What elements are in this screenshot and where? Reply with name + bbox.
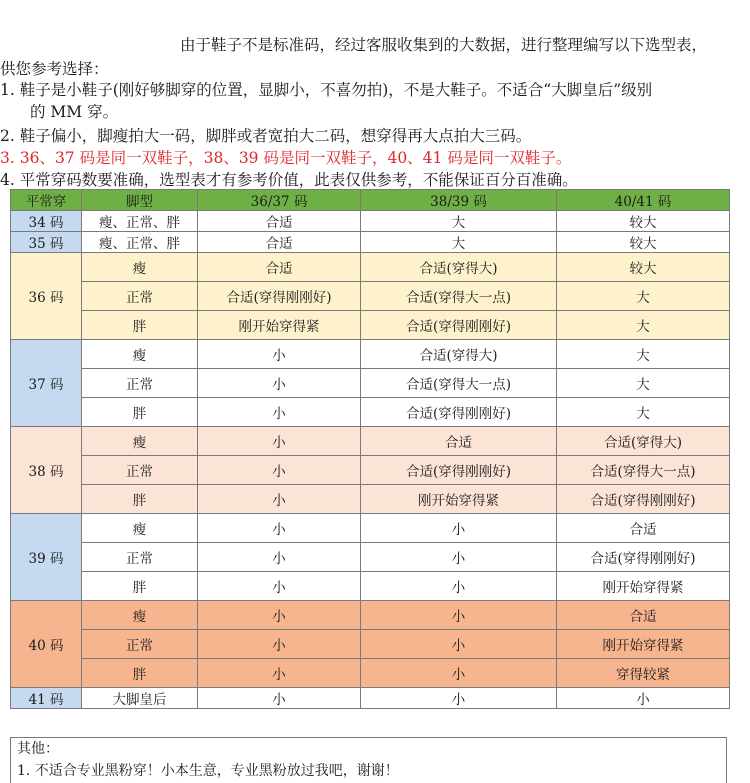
table-row: [11, 659, 730, 688]
foot-type-cell: 大脚皇后: [82, 688, 198, 709]
table-row: [11, 211, 730, 232]
fit-cell: 合适(穿得刚刚好): [557, 485, 730, 514]
fit-cell: 较大: [557, 253, 730, 282]
table-row: [11, 398, 730, 427]
usual-size-cell: 36 码: [11, 253, 82, 340]
fit-cell: 合适: [198, 253, 361, 282]
fit-cell: 刚开始穿得紧: [361, 485, 557, 514]
intro-item-3: 3. 36、37 码是同一双鞋子，38、39 码是同一双鞋子，40、41 码是同一双鞋子。: [0, 149, 572, 167]
fit-cell: 小: [198, 427, 361, 456]
foot-type-cell: 瘦: [82, 514, 198, 543]
table-header-row: [11, 190, 730, 211]
notes-section: [10, 737, 727, 783]
fit-cell: 小: [557, 688, 730, 709]
table-body: [11, 211, 730, 709]
intro-line-1: 由于鞋子不是标准码，经过客服收集到的大数据，进行整理编写以下选型表，: [180, 36, 708, 54]
fit-cell: 大: [557, 282, 730, 311]
fit-cell: 小: [198, 398, 361, 427]
fit-cell: 小: [198, 688, 361, 709]
notes-item-1: 1. 不适合专业黑粉穿！小本生意，专业黑粉放过我吧，谢谢！: [17, 763, 399, 779]
foot-type-cell: 瘦: [82, 601, 198, 630]
fit-cell: 大: [557, 369, 730, 398]
header-size-40-41: 40/41 码: [557, 190, 730, 211]
fit-cell: 合适(穿得大一点): [361, 369, 557, 398]
fit-cell: 大: [557, 311, 730, 340]
fit-cell: 小: [198, 630, 361, 659]
foot-type-cell: 胖: [82, 311, 198, 340]
fit-cell: 小: [361, 543, 557, 572]
fit-cell: 合适: [557, 514, 730, 543]
fit-cell: 合适: [557, 601, 730, 630]
foot-type-cell: 瘦: [82, 427, 198, 456]
usual-size-cell: 39 码: [11, 514, 82, 601]
fit-cell: 小: [198, 514, 361, 543]
fit-cell: 合适(穿得大): [361, 340, 557, 369]
foot-type-cell: 正常: [82, 282, 198, 311]
fit-cell: 合适(穿得大一点): [557, 456, 730, 485]
fit-cell: 合适: [361, 427, 557, 456]
header-size-38-39: 38/39 码: [361, 190, 557, 211]
fit-cell: 刚开始穿得紧: [557, 572, 730, 601]
header-usual-size: 平常穿: [11, 190, 82, 211]
intro-item-1: 1. 鞋子是小鞋子(刚好够脚穿的位置，显脚小，不喜勿拍)，不是大鞋子。不适合“大脚皇后”级别: [0, 81, 653, 99]
table-row: [11, 572, 730, 601]
table-row: [11, 456, 730, 485]
fit-cell: 刚开始穿得紧: [557, 630, 730, 659]
table-row: [11, 282, 730, 311]
table-row: [11, 232, 730, 253]
fit-cell: 大: [361, 232, 557, 253]
fit-cell: 刚开始穿得紧: [198, 311, 361, 340]
fit-cell: 小: [361, 688, 557, 709]
fit-cell: 小: [198, 572, 361, 601]
table-row: [11, 688, 730, 709]
foot-type-cell: 瘦: [82, 253, 198, 282]
usual-size-cell: 40 码: [11, 601, 82, 688]
intro-item-1-cont: 的 MM 穿。: [30, 103, 119, 121]
fit-cell: 小: [198, 485, 361, 514]
fit-cell: 合适: [198, 232, 361, 253]
fit-cell: 大: [557, 340, 730, 369]
foot-type-cell: 正常: [82, 369, 198, 398]
foot-type-cell: 瘦: [82, 340, 198, 369]
foot-type-cell: 胖: [82, 485, 198, 514]
fit-cell: 合适(穿得大): [361, 253, 557, 282]
fit-cell: 穿得较紧: [557, 659, 730, 688]
table-row: [11, 543, 730, 572]
foot-type-cell: 胖: [82, 659, 198, 688]
fit-cell: 合适(穿得刚刚好): [198, 282, 361, 311]
table-row: [11, 514, 730, 543]
fit-cell: 小: [361, 659, 557, 688]
table-row: [11, 630, 730, 659]
foot-type-cell: 胖: [82, 398, 198, 427]
fit-cell: 较大: [557, 211, 730, 232]
fit-cell: 大: [361, 211, 557, 232]
usual-size-cell: 38 码: [11, 427, 82, 514]
fit-cell: 小: [361, 630, 557, 659]
fit-cell: 大: [557, 398, 730, 427]
fit-cell: 小: [198, 340, 361, 369]
fit-cell: 小: [198, 659, 361, 688]
usual-size-cell: 34 码: [11, 211, 82, 232]
usual-size-cell: 37 码: [11, 340, 82, 427]
table-row: [11, 369, 730, 398]
fit-cell: 合适(穿得大): [557, 427, 730, 456]
fit-cell: 合适: [198, 211, 361, 232]
size-chart-table: [10, 189, 730, 709]
fit-cell: 小: [361, 572, 557, 601]
foot-type-cell: 正常: [82, 456, 198, 485]
fit-cell: 小: [198, 543, 361, 572]
foot-type-cell: 正常: [82, 543, 198, 572]
fit-cell: 小: [198, 601, 361, 630]
table-row: [11, 601, 730, 630]
intro-line-2: 供您参考选择：: [0, 60, 109, 78]
foot-type-cell: 瘦、正常、胖: [82, 232, 198, 253]
fit-cell: 合适(穿得大一点): [361, 282, 557, 311]
fit-cell: 小: [198, 369, 361, 398]
fit-cell: 合适(穿得刚刚好): [361, 311, 557, 340]
fit-cell: 小: [361, 514, 557, 543]
fit-cell: 小: [198, 456, 361, 485]
fit-cell: 小: [361, 601, 557, 630]
intro-item-2: 2. 鞋子偏小，脚瘦拍大一码，脚胖或者宽拍大二码，想穿得再大点拍大三码。: [0, 127, 532, 145]
header-foot-type: 脚型: [82, 190, 198, 211]
table-row: [11, 427, 730, 456]
foot-type-cell: 正常: [82, 630, 198, 659]
usual-size-cell: 35 码: [11, 232, 82, 253]
foot-type-cell: 胖: [82, 572, 198, 601]
fit-cell: 合适(穿得刚刚好): [361, 456, 557, 485]
header-size-36-37: 36/37 码: [198, 190, 361, 211]
table-row: [11, 340, 730, 369]
foot-type-cell: 瘦、正常、胖: [82, 211, 198, 232]
fit-cell: 较大: [557, 232, 730, 253]
usual-size-cell: 41 码: [11, 688, 82, 709]
fit-cell: 合适(穿得刚刚好): [361, 398, 557, 427]
table-row: [11, 311, 730, 340]
fit-cell: 合适(穿得刚刚好): [557, 543, 730, 572]
intro-item-4: 4. 平常穿码数要准确，选型表才有参考价值，此表仅供参考，不能保证百分百准确。: [0, 171, 578, 189]
table-row: [11, 253, 730, 282]
notes-title: 其他：: [17, 741, 59, 757]
table-row: [11, 485, 730, 514]
